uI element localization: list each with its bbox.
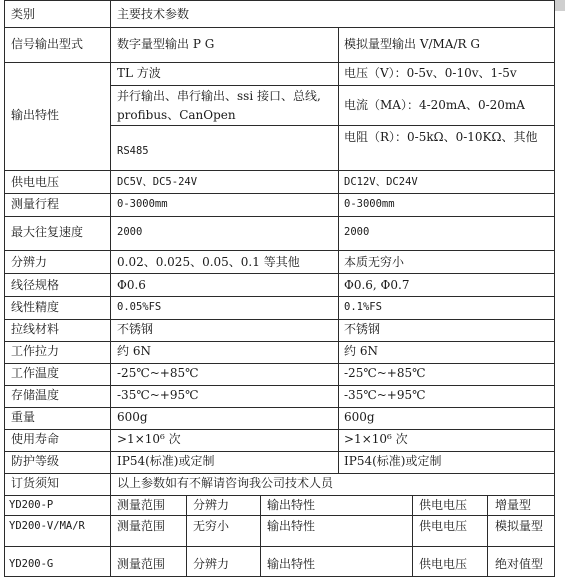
life-digital: >1×10⁶ 次 <box>117 432 181 446</box>
material-digital: 不锈钢 <box>117 322 154 336</box>
speed-digital: 2000 <box>117 226 143 238</box>
row-label-supply: 供电电压 <box>11 175 60 189</box>
model-output: 输出特性 <box>267 498 316 512</box>
model-resolution: 分辨力 <box>193 498 230 512</box>
storage-temp-analog: -35℃~+95℃ <box>344 388 426 402</box>
signal-type-analog: 模拟量型输出 V/MA/R G <box>344 37 480 51</box>
row-label-order: 订货须知 <box>11 476 60 490</box>
material-analog: 不锈钢 <box>344 322 381 336</box>
row-label-linearity: 线性精度 <box>11 300 60 314</box>
model-supply: 供电电压 <box>419 498 468 512</box>
resolution-analog: 本质无穷小 <box>344 255 405 269</box>
model-range: 测量范围 <box>117 519 166 533</box>
supply-analog: DC12V、DC24V <box>344 176 418 188</box>
corner-marker <box>554 0 565 11</box>
wire-spec-analog: Φ0.6, Φ0.7 <box>344 278 410 292</box>
linearity-digital: 0.05%FS <box>117 301 162 313</box>
output-analog-line-1: 电压（V）：0-5v、0-10v、1-5v <box>344 66 517 80</box>
header-main-params: 主要技术参数 <box>117 7 190 21</box>
output-digital-line-2: 并行输出、串行输出、ssi 接口、总线, profibus、CanOpen <box>117 89 321 122</box>
speed-analog: 2000 <box>344 226 370 238</box>
supply-digital: DC5V、DC5-24V <box>117 176 198 188</box>
tension-analog: 约 6N <box>344 344 378 358</box>
order-note: 以上参数如有不解请咨询我公司技术人员 <box>117 476 334 490</box>
output-digital-line-3: RS485 <box>117 145 149 157</box>
row-label-material: 拉线材料 <box>11 322 60 336</box>
row-label-signal-type: 信号输出型式 <box>11 37 84 51</box>
model-name: YD200-P <box>9 499 54 511</box>
model-range: 测量范围 <box>117 498 166 512</box>
weight-digital: 600g <box>117 410 148 424</box>
row-label-range: 测量行程 <box>11 197 60 211</box>
range-analog: 0-3000mm <box>344 198 395 210</box>
model-output: 输出特性 <box>267 557 316 571</box>
work-temp-digital: -25℃~+85℃ <box>117 366 199 380</box>
model-type: 绝对值型 <box>495 557 544 571</box>
model-name: YD200-G <box>9 558 54 570</box>
row-label-speed: 最大往复速度 <box>11 225 84 239</box>
row-label-wire-spec: 线径规格 <box>11 278 60 292</box>
storage-temp-digital: -35℃~+95℃ <box>117 388 199 402</box>
model-type: 模拟量型 <box>495 519 544 533</box>
model-output: 输出特性 <box>267 519 316 533</box>
model-supply: 供电电压 <box>419 557 468 571</box>
signal-type-digital: 数字量型输出 P G <box>117 37 215 51</box>
weight-analog: 600g <box>344 410 375 424</box>
model-type: 增量型 <box>495 498 532 512</box>
work-temp-analog: -25℃~+85℃ <box>344 366 426 380</box>
linearity-analog: 0.1%FS <box>344 301 382 313</box>
row-label-work-temp: 工作温度 <box>11 366 60 380</box>
life-analog: >1×10⁶ 次 <box>344 432 408 446</box>
model-supply: 供电电压 <box>419 519 468 533</box>
model-resolution: 分辨力 <box>193 557 230 571</box>
model-resolution: 无穷小 <box>193 519 230 533</box>
range-digital: 0-3000mm <box>117 198 168 210</box>
row-label-tension: 工作拉力 <box>11 344 60 358</box>
protection-analog: IP54(标准)或定制 <box>344 454 442 468</box>
resolution-digital: 0.02、0.025、0.05、0.1 等其他 <box>117 255 300 269</box>
output-digital-line-1: TL 方波 <box>117 66 161 80</box>
model-range: 测量范围 <box>117 557 166 571</box>
row-label-life: 使用寿命 <box>11 432 60 446</box>
protection-digital: IP54(标准)或定制 <box>117 454 215 468</box>
tension-digital: 约 6N <box>117 344 151 358</box>
header-category: 类别 <box>11 7 36 21</box>
row-label-weight: 重量 <box>11 410 36 424</box>
row-label-output: 输出特性 <box>11 108 60 122</box>
row-label-protection: 防护等级 <box>11 454 60 468</box>
row-label-storage-temp: 存储温度 <box>11 388 60 402</box>
output-analog-line-3: 电阻（R）：0-5kΩ、0-10KΩ、其他 <box>344 130 538 144</box>
model-name: YD200-V/MA/R <box>9 520 85 532</box>
wire-spec-digital: Φ0.6 <box>117 278 146 292</box>
output-analog-line-2: 电流（MA）：4-20mA、0-20mA <box>344 98 525 112</box>
row-label-resolution: 分辨力 <box>11 255 48 269</box>
